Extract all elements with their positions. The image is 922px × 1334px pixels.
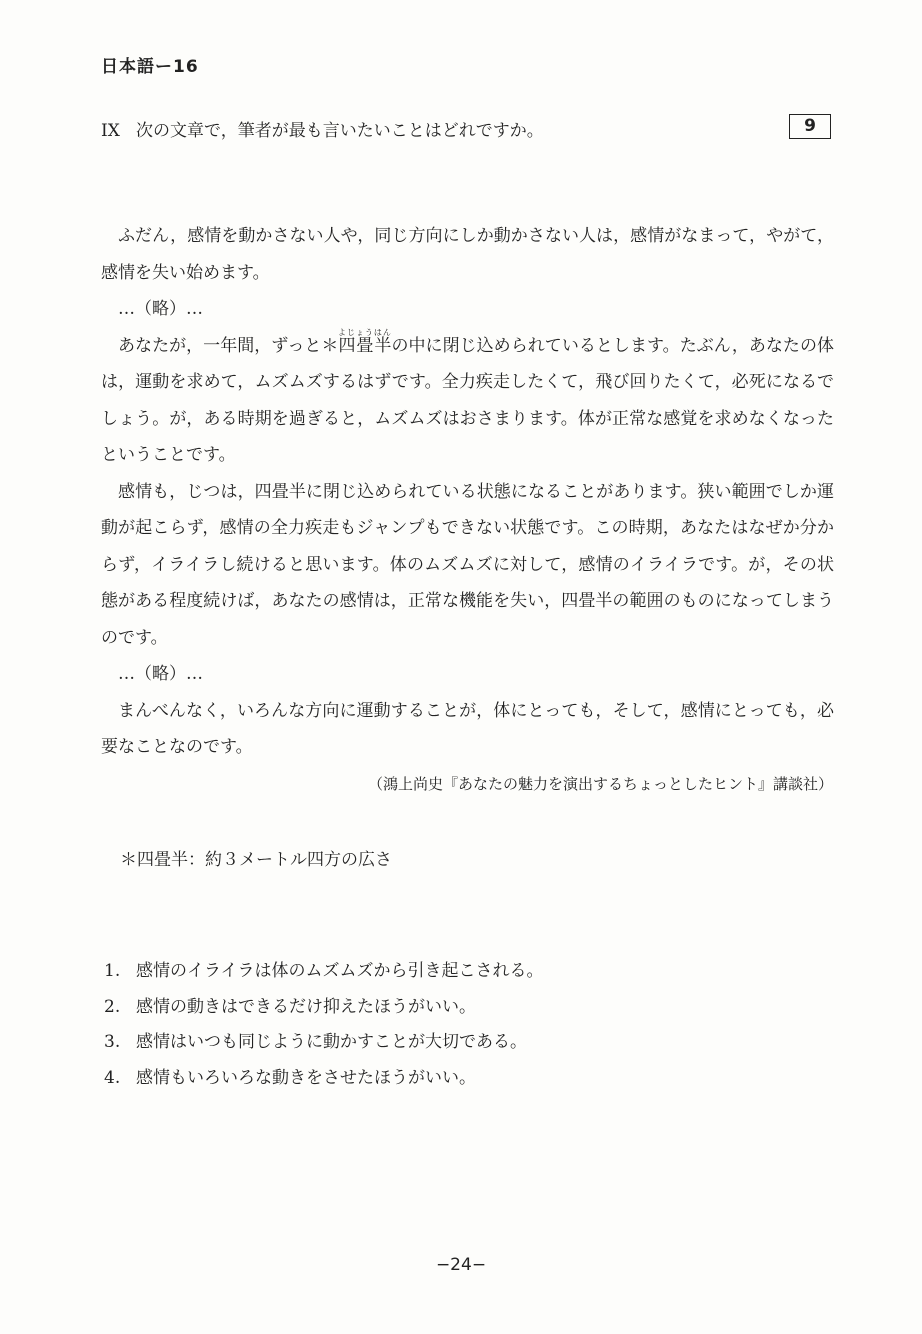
question-text: 次の文章で，筆者が最も言いたいことはどれですか。 bbox=[136, 121, 544, 141]
question-number: IX bbox=[101, 121, 120, 141]
omission-mark-1: …（略）… bbox=[118, 299, 203, 319]
passage-paragraph-2-start: あなたが，一年間，ずっと＊ bbox=[118, 335, 339, 356]
choice-text: 感情もいろいろな動きをさせたほうがいい。 bbox=[136, 1067, 476, 1088]
passage-paragraph-2-rest: の中に閉じ込められているとします。たぶん，あなたの体は，運動を求めて，ムズムズするはずです。全力疾走したくて，飛び回りたくて，必死になるでしょう。が，ある時期を過ぎると，ムズムズはおさまります。体が正常な感覚を求めなくなったということです。 bbox=[101, 335, 834, 465]
passage-paragraph-1: ふだん，感情を動かさない人や，同じ方向にしか動かさない人は，感情がなまって，やがて，感情を失い始めます。 bbox=[101, 226, 834, 283]
question-prompt bbox=[101, 116, 801, 141]
choice-number: 2. bbox=[104, 996, 121, 1017]
choice-1[interactable] bbox=[104, 954, 544, 990]
choice-3[interactable] bbox=[104, 1025, 544, 1061]
passage-paragraph-4: まんべんなく，いろんな方向に運動することが，体にとっても，そして，感情にとっても，必要なことなのです。 bbox=[101, 700, 834, 757]
answer-choices bbox=[104, 954, 544, 1096]
choice-number: 3. bbox=[104, 1032, 121, 1052]
section-header: 日本語ー16 bbox=[101, 57, 199, 77]
passage-paragraph-3: 感情も，じつは，四畳半に閉じ込められている状態になることがあります。狭い範囲でしか運動が起こらず，感情の全力疾走もジャンプもできない状態です。この時期，あなたはなぜか分からず，イライラし続けると思います。体のムズムズに対して，感情のイライラです。が，その状態がある程度続けば，あなたの感情は，正常な機能を失い，四畳半の範囲のものになってしまうのです。 bbox=[101, 481, 834, 648]
furigana: よじょうはん bbox=[337, 327, 392, 337]
page-number: −24− bbox=[435, 1255, 487, 1275]
ruby-yojouhan: 四畳半よじょうはん bbox=[337, 327, 392, 356]
choice-2[interactable] bbox=[104, 990, 544, 1026]
choice-4[interactable] bbox=[104, 1061, 544, 1097]
choice-number: 4. bbox=[104, 1067, 121, 1088]
omission-mark-2: …（略）… bbox=[118, 664, 203, 684]
source-citation: （鴻上尚史『あなたの魅力を演出するちょっとしたヒント』講談社） bbox=[367, 775, 833, 793]
choice-number: 1. bbox=[104, 961, 121, 981]
choice-text: 感情の動きはできるだけ抑えたほうがいい。 bbox=[136, 996, 476, 1017]
reading-passage bbox=[101, 218, 834, 766]
choice-text: 感情のイライラは体のムズムズから引き起こされる。 bbox=[136, 961, 544, 981]
footnote: ＊四畳半：約３メートル四方の広さ bbox=[120, 850, 392, 870]
choice-text: 感情はいつも同じように動かすことが大切である。 bbox=[136, 1032, 527, 1052]
answer-number-box: 9 bbox=[789, 114, 831, 139]
passage-paragraph-2 bbox=[101, 328, 834, 474]
